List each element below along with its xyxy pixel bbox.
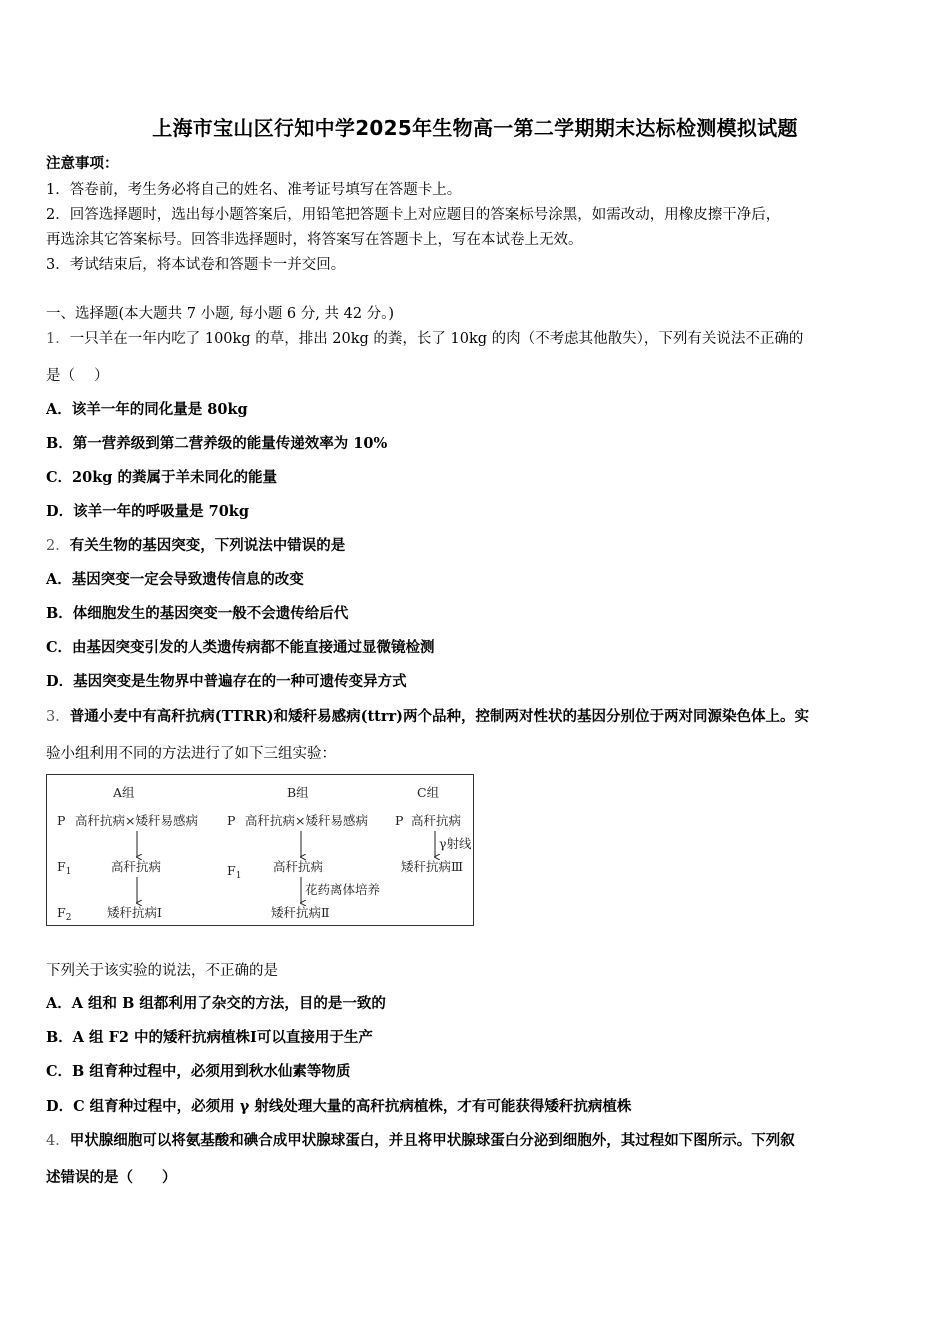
group-c-label: C组 [417,785,440,800]
section-heading: 一、选择题(本大题共 7 小题, 每小题 6 分, 共 42 分。) [46,306,395,322]
question-number: 2． [46,538,70,554]
option-c: C．20kg 的粪属于羊未同化的能量 [46,469,277,486]
group-a-f2: 矮秆抗病Ⅰ [107,905,162,920]
option-d: D．C 组育种过程中，必须用 γ 射线处理大量的高秆抗病植株，才有可能获得矮秆抗病植株 [46,1098,632,1115]
generation-p-label: P [57,813,66,828]
group-a-parents: 高秆抗病×矮秆易感病 [75,813,198,828]
question-number: 4． [46,1133,70,1149]
question-3-stem [46,705,809,726]
question-text: 有关生物的基因突变，下列说法中错误的是 [69,537,346,554]
question-1-stem-cont: 是（ ） [46,368,109,384]
group-b-parents: 高秆抗病×矮秆易感病 [245,813,368,828]
question-4-stem-cont: 述错误的是（ ） [46,1169,177,1186]
group-a-f1: 高秆抗病 [111,859,162,874]
notice-item: 3．考试结束后，将本试卷和答题卡一并交回。 [46,257,346,273]
option-b: B．A 组 F2 中的矮秆抗病植株Ⅰ可以直接用于生产 [46,1029,373,1046]
notice-item: 2．回答选择题时，选出每小题答案后，用铅笔把答题卡上对应题目的答案标号涂黑，如需改动，用橡皮擦干净后， [46,207,781,223]
notice-heading: 注意事项： [46,155,119,172]
page-title: 上海市宝山区行知中学2025年生物高一第二学期期末达标检测模拟试题 [152,116,798,140]
question-3-stem-cont: 验小组利用不同的方法进行了如下三组实验： [46,746,336,762]
generation-p-label: P [227,813,236,828]
breeding-diagram-svg [47,775,475,927]
option-b: B．体细胞发生的基因突变一般不会遗传给后代 [46,605,349,622]
group-c-parent: 高秆抗病 [411,813,462,828]
question-number: 3． [46,709,70,725]
question-text: 一只羊在一年内吃了 100kg 的草，排出 20kg 的粪，长了 10kg 的肉（不考虑其他散失），下列有关说法不正确的 [69,331,804,347]
group-a-label: A组 [113,785,135,800]
question-3-follow: 下列关于该实验的说法，不正确的是 [46,963,278,979]
question-text: 普通小麦中有高秆抗病(TTRR)和矮秆易感病(ttrr)两个品种，控制两对性状的基因分别位于两对同源染色体上。实 [69,708,810,725]
option-b: B．第一营养级到第二营养级的能量传递效率为 10% [46,435,388,452]
question-4-stem [46,1129,795,1150]
option-a: A．该羊一年的同化量是 80kg [46,401,248,418]
generation-f1-label: $F_1$ [57,859,72,877]
option-a: A．基因突变一定会导致遗传信息的改变 [46,571,304,588]
option-a: A．A 组和 B 组都利用了杂交的方法，目的是一致的 [46,995,386,1012]
group-b-anther-culture: 花药离体培养 [305,882,381,897]
question-text: 甲状腺细胞可以将氨基酸和碘合成甲状腺球蛋白，并且将甲状腺球蛋白分泌到细胞外，其过程如下图所示。下列叙 [69,1132,795,1149]
group-c-result: 矮秆抗病Ⅲ [401,859,464,874]
question-2-stem [46,534,345,555]
option-c: C．B 组育种过程中，必须用到秋水仙素等物质 [46,1063,351,1080]
notice-item: 1．答卷前，考生务必将自己的姓名、准考证号填写在答题卡上。 [46,182,462,198]
question-1-stem [46,327,803,348]
option-c: C．由基因突变引发的人类遗传病都不能直接通过显微镜检测 [46,639,435,656]
notice-item: 再选涂其它答案标号。回答非选择题时，将答案写在答题卡上，写在本试卷上无效。 [46,232,583,248]
generation-f2-label: $F_2$ [57,905,72,923]
option-d: D．该羊一年的呼吸量是 70kg [46,503,249,520]
group-c-gamma-ray: γ射线 [439,836,472,851]
generation-f1-label: $F_1$ [227,863,242,881]
breeding-experiment-diagram [46,774,474,926]
group-b-label: B组 [287,785,309,800]
group-b-f1: 高秆抗病 [273,859,324,874]
generation-p-label: P [395,813,404,828]
group-b-result: 矮秆抗病Ⅱ [271,905,330,920]
question-number: 1． [46,331,70,347]
option-d: D．基因突变是生物界中普遍存在的一种可遗传变异方式 [46,673,407,690]
